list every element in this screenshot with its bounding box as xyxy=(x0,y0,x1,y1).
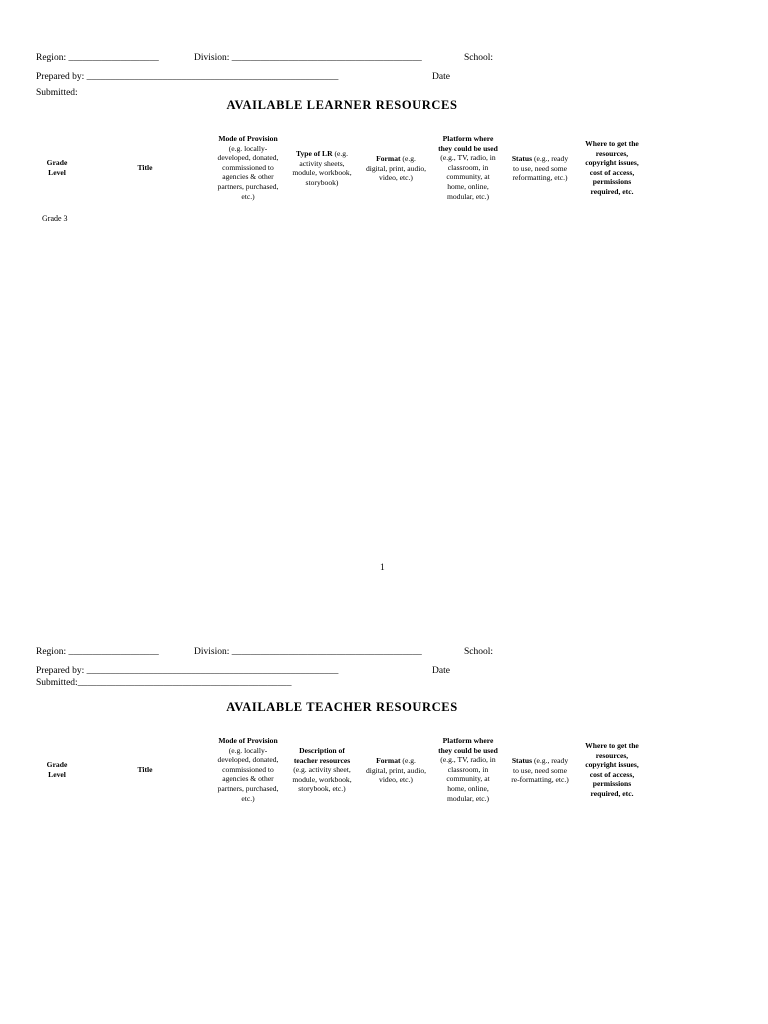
teacher-resources-title: AVAILABLE TEACHER RESOURCES xyxy=(226,700,458,714)
region-field-label: Region: ___________________ xyxy=(36,53,159,63)
prepared-by-field-label: Prepared by: _____________________________________________________ xyxy=(36,72,339,82)
col-header-where-to-get: Where to get the resources, copyright issues, cost of access, permissions required, etc. xyxy=(585,741,639,798)
col-header-grade-level: Grade Level xyxy=(46,760,68,779)
submitted-field-label: Submitted: xyxy=(36,88,78,98)
school-field-label: School: xyxy=(464,647,494,657)
col-header-format: Format (e.g. digital, print, audio, video, etc.) xyxy=(365,154,427,183)
date-field-label: Date xyxy=(432,72,450,82)
col-header-where-to-get: Where to get the resources, copyright issues, cost of access, permissions required, etc. xyxy=(585,139,639,196)
col-header-description: Description of teacher resources (e.g. activity sheet, module, workbook, storybook, etc.) xyxy=(292,746,352,794)
col-header-platform: Platform where they could be used (e.g., TV, radio, in classroom, in community, at home, online, modular, etc.) xyxy=(438,736,498,803)
prepared-by-field-label: Prepared by: _____________________________________________________ xyxy=(36,666,339,676)
table-row-grade-cell: Grade 3 xyxy=(42,214,68,223)
date-field-label: Date xyxy=(432,666,450,676)
col-header-mode-of-provision: Mode of Provision (e.g. locally- developed, donated, commissioned to agencies & other partners, purchased, etc.) xyxy=(217,134,279,201)
learner-resources-title: AVAILABLE LEARNER RESOURCES xyxy=(226,98,458,112)
submitted-field-label: Submitted:_____________________________________________ xyxy=(36,678,292,688)
col-header-status: Status (e.g., ready to use, need some reformatting, etc.) xyxy=(511,154,569,183)
col-header-title: Title xyxy=(137,163,153,172)
col-header-status: Status (e.g., ready to use, need some re-formatting, etc.) xyxy=(511,756,569,785)
division-field-label: Division: ________________________________________ xyxy=(194,53,422,63)
school-field-label: School: xyxy=(464,53,494,63)
col-header-format: Format (e.g. digital, print, audio, video, etc.) xyxy=(365,756,427,785)
col-header-mode-of-provision: Mode of Provision (e.g. locally- developed, donated, commissioned to agencies & other partners, purchased, etc.) xyxy=(217,736,279,803)
region-field-label: Region: ___________________ xyxy=(36,647,159,657)
submitted-clip xyxy=(36,83,78,98)
page-number: 1 xyxy=(380,563,385,573)
col-header-platform: Platform where they could be used (e.g., TV, radio, in classroom, in community, at home, online, modular, etc.) xyxy=(438,134,498,201)
col-header-title: Title xyxy=(137,765,153,774)
col-header-grade-level: Grade Level xyxy=(46,158,68,177)
col-header-type-of-lr: Type of LR (e.g. activity sheets, module, workbook, storybook) xyxy=(292,149,352,187)
division-field-label: Division: ________________________________________ xyxy=(194,647,422,657)
